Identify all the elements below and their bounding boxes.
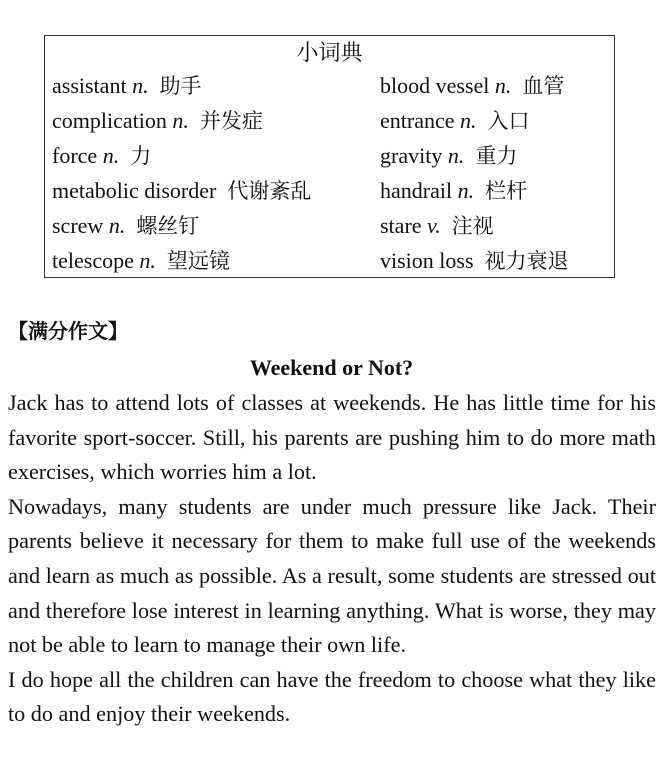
glossary-entry-left [52,139,151,173]
glossary-meaning: 望远镜 [166,249,230,273]
glossary-meaning: 注视 [451,214,494,238]
glossary-part-of-speech: v. [427,213,441,238]
glossary-part-of-speech: n. [460,108,477,133]
glossary-meaning: 视力衰退 [484,249,569,273]
glossary-word: force [52,143,98,168]
glossary-word: telescope [52,248,134,273]
glossary-word: complication [52,108,167,133]
glossary-part-of-speech: n. [447,143,465,168]
glossary-box [44,35,615,278]
glossary-entry-right [380,209,494,243]
section-heading: 【满分作文】 [8,319,128,343]
glossary-word: blood vessel [380,73,490,98]
glossary-word: entrance [380,108,455,133]
essay-paragraph: I do hope all the children can have the freedom to choose what they like to do and enjoy their weekends. [8,666,656,727]
glossary-meaning: 栏杆 [485,179,528,203]
glossary-word: handrail [380,178,453,203]
glossary-entry-right [380,139,517,173]
glossary-word: gravity [380,143,443,168]
glossary-entry-left [52,244,230,278]
glossary-entry-right [380,69,564,103]
glossary-word: screw [52,213,104,238]
glossary-meaning: 并发症 [199,109,263,133]
glossary-part-of-speech: n. [457,178,475,203]
glossary-part-of-speech: n. [172,108,189,133]
glossary-part-of-speech: n. [108,213,126,238]
glossary-part-of-speech: n. [139,248,156,273]
glossary-row [45,104,614,138]
glossary-part-of-speech: n. [494,73,512,98]
glossary-entry-left [52,209,199,243]
glossary-meaning: 血管 [522,74,565,98]
essay-body [8,386,656,732]
glossary-row [45,174,614,208]
essay-title: Weekend or Not? [249,355,414,380]
glossary-part-of-speech: n. [102,143,120,168]
glossary-entry-right [380,104,530,138]
glossary-entry-left [52,69,202,103]
glossary-entry-right [380,244,569,278]
glossary-meaning: 入口 [487,109,530,133]
essay-paragraph: Nowadays, many students are under much pressure like Jack. Their parents believe it necessary for them to make full use of the weekends and learn as much as possible. As a result, some students are stressed out and therefore lose interest in learning anything. What is worse, they may not be able to learn to manage their own life. [8,493,656,658]
glossary-part-of-speech: n. [132,73,149,98]
glossary-entry-right [380,174,527,208]
glossary-word: vision loss [380,248,474,273]
glossary-meaning: 力 [130,144,152,168]
glossary-meaning: 重力 [475,144,518,168]
glossary-meaning: 螺丝钉 [136,214,200,238]
glossary-word: stare [380,213,422,238]
glossary-entry-left [52,174,311,208]
glossary-entry-left [52,104,263,138]
glossary-row [45,244,614,278]
essay-paragraph: Jack has to attend lots of classes at weekends. He has little time for his favorite sport-soccer. Still, his parents are pushing him to do more math exercises, which worries him a lot. [8,390,656,485]
glossary-word: assistant [52,73,127,98]
glossary-row [45,209,614,243]
glossary-word: metabolic disorder [52,178,217,203]
glossary-title: 小词典 [296,41,363,66]
glossary-row [45,139,614,173]
glossary-row [45,69,614,103]
glossary-meaning: 代谢紊乱 [227,179,312,203]
glossary-meaning: 助手 [159,74,202,98]
